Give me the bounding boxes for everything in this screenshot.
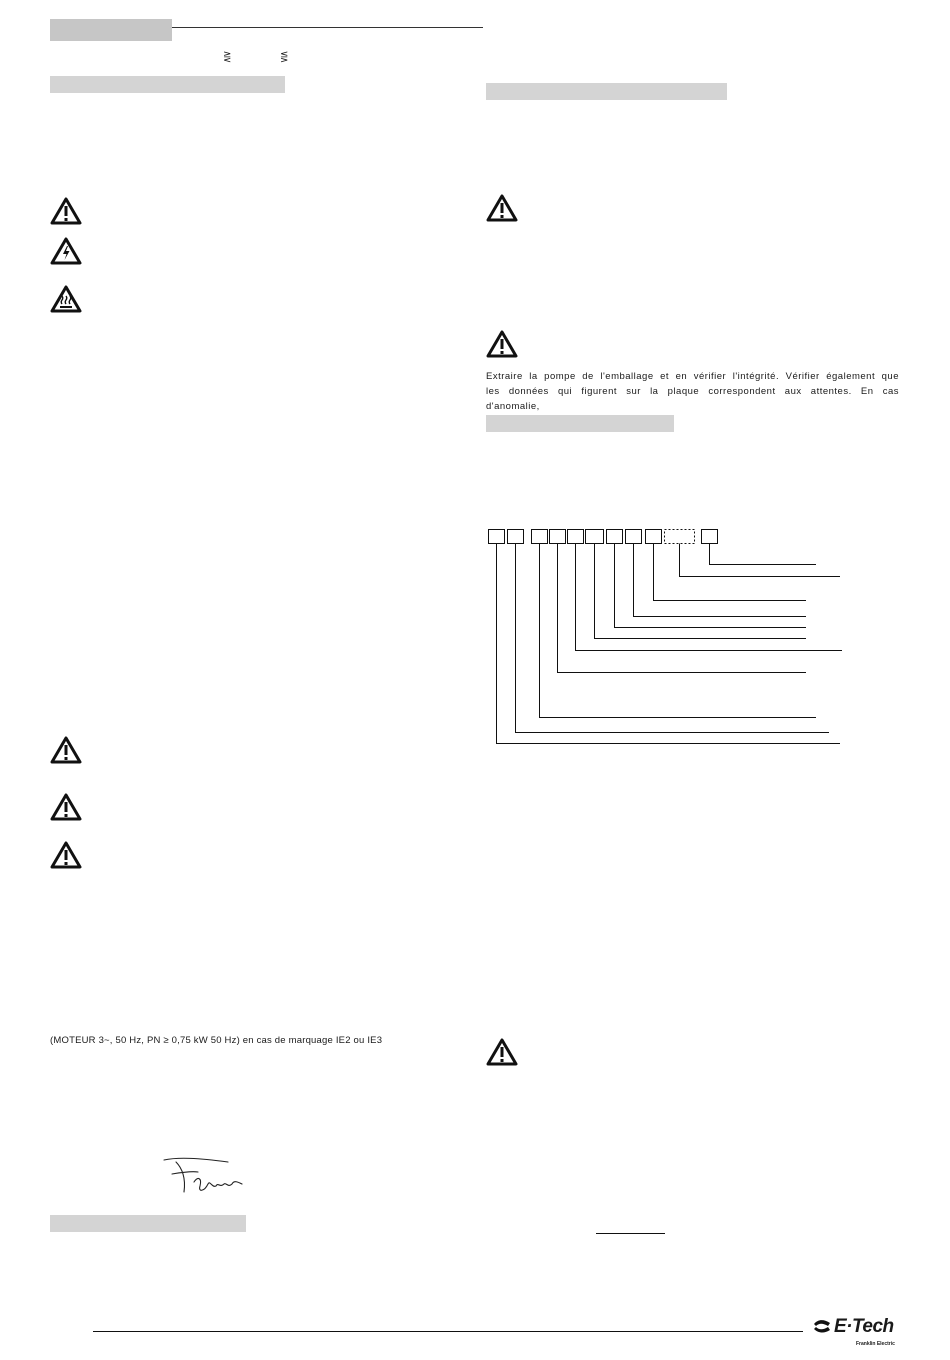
warning-triangle-icon	[486, 329, 518, 359]
left-section-bar-1	[50, 76, 285, 93]
leader-line-8	[634, 544, 807, 617]
brand-name: E·Tech	[834, 1316, 894, 1337]
symbol-less-equal: ⋚	[280, 52, 289, 63]
leader-line-9	[654, 544, 807, 601]
brand-logo	[812, 1316, 904, 1352]
code-box-4	[550, 530, 566, 544]
hot-surface-icon	[50, 284, 82, 314]
warning-triangle-icon	[50, 196, 82, 226]
leader-line-optional	[680, 544, 841, 577]
code-box-2	[508, 530, 524, 544]
leader-line-7	[615, 544, 807, 628]
leader-line-last	[710, 544, 817, 565]
warning-triangle-icon	[486, 1037, 518, 1067]
footer-rule	[93, 1331, 803, 1332]
leader-line-6	[595, 544, 807, 639]
warning-triangle-icon	[50, 792, 82, 822]
warning-triangle-icon	[50, 840, 82, 870]
left-section-bar-2	[50, 1215, 246, 1232]
right-section-bar-1	[486, 83, 727, 100]
code-box-optional	[665, 530, 695, 544]
leader-line-5	[576, 544, 843, 651]
code-box-1	[489, 530, 505, 544]
brand-mark-icon	[812, 1318, 832, 1336]
symbol-greater-equal: ⋛	[223, 52, 232, 63]
code-box-7	[607, 530, 623, 544]
code-box-8	[626, 530, 642, 544]
type-code-diagram	[486, 526, 846, 748]
brand-subtitle: Franklin Electric	[856, 1341, 895, 1347]
unpacking-paragraph: Extraire la pompe de l'emballage et en vérifier l'intégrité. Vérifier également que les données qui figurent sur la plaque correspondent aux attentes. En cas d'anomalie,	[486, 371, 899, 412]
code-box-last	[702, 530, 718, 544]
warning-triangle-icon	[50, 735, 82, 765]
leader-line-3	[540, 544, 817, 718]
code-box-6	[586, 530, 604, 544]
signature	[158, 1152, 258, 1200]
header-rule	[172, 27, 483, 28]
section-tab	[50, 19, 172, 41]
underline-rule	[596, 1233, 665, 1234]
code-box-9	[646, 530, 662, 544]
leader-line-1	[497, 544, 841, 744]
code-box-3	[532, 530, 548, 544]
motor-efficiency-note: (MOTEUR 3~, 50 Hz, PN ≥ 0,75 kW 50 Hz) en cas de marquage IE2 ou IE3	[50, 1035, 383, 1046]
warning-triangle-icon	[486, 193, 518, 223]
electric-hazard-icon	[50, 236, 82, 266]
right-section-bar-2	[486, 415, 674, 432]
code-box-5	[568, 530, 584, 544]
